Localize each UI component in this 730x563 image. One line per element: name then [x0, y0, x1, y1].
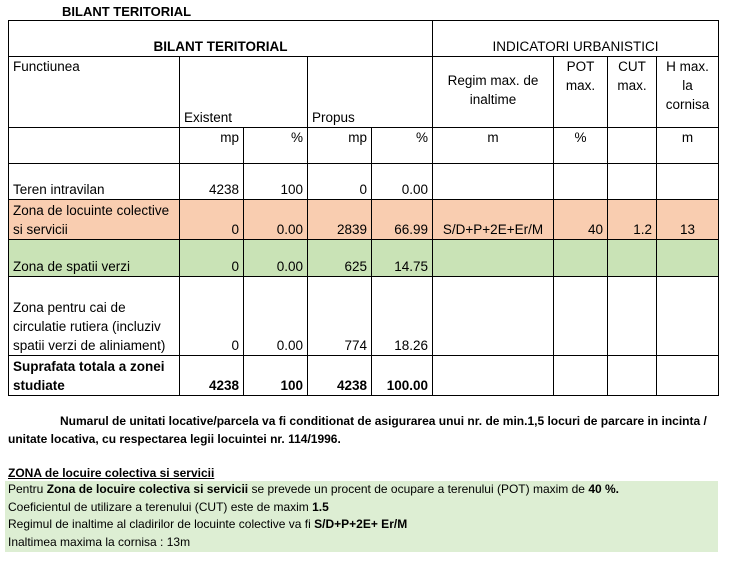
cut-value [608, 356, 657, 396]
unit-cell: % [554, 128, 608, 164]
group-header-indicatori: INDICATORI URBANISTICI [433, 21, 719, 57]
propus-pct: 100.00 [372, 356, 433, 396]
units-blank [9, 128, 180, 164]
header-existent: Existent [180, 57, 308, 128]
propus-mp: 4238 [308, 356, 372, 396]
existent-pct: 100 [244, 356, 308, 396]
unit-cell [608, 128, 657, 164]
hmax-value: 13 [657, 200, 719, 240]
regim-value [433, 164, 554, 200]
existent-pct: 0.00 [244, 240, 308, 277]
pot-value [554, 277, 608, 356]
propus-mp: 774 [308, 277, 372, 356]
cut-value: 1.2 [608, 200, 657, 240]
propus-pct: 18.26 [372, 277, 433, 356]
zona-line-regim [8, 516, 718, 534]
propus-mp: 0 [308, 164, 372, 200]
hmax-value [657, 356, 719, 396]
zona-line-pot [8, 481, 718, 499]
unit-cell: % [372, 128, 433, 164]
pot-value [554, 240, 608, 277]
existent-pct: 0.00 [244, 200, 308, 240]
bilant-table [8, 20, 719, 396]
cut-value [608, 240, 657, 277]
existent-pct: 0.00 [244, 277, 308, 356]
row-label: Zona de locuinte colective si servicii [9, 200, 180, 240]
group-header-bilant: BILANT TERITORIAL [9, 21, 433, 57]
pot-value [554, 164, 608, 200]
existent-mp: 4238 [180, 356, 244, 396]
existent-pct: 100 [244, 164, 308, 200]
zona-title: ZONA de locuire colectiva si servicii [8, 466, 215, 480]
pot-value [554, 356, 608, 396]
text: Regimul de inaltime al cladirilor de locuinte colective va fi [8, 517, 315, 531]
group-header-row [9, 21, 719, 57]
existent-mp: 0 [180, 200, 244, 240]
regim-value [433, 240, 554, 277]
column-header-row [9, 57, 719, 128]
zona-line-cut [8, 499, 718, 517]
propus-pct: 66.99 [372, 200, 433, 240]
parking-note: Numarul de unitati locative/parcela va fi conditionat de asigurarea unui nr. de min.1,5 locuri de parcare in incinta / unitate locativa, cu respectarea legii locuintei nr. 114/1996. [8, 414, 707, 446]
regim-value: S/D+P+2E+Er/M [433, 200, 554, 240]
unit-cell: m [657, 128, 719, 164]
hmax-value [657, 240, 719, 277]
regim-value [433, 277, 554, 356]
existent-mp: 0 [180, 277, 244, 356]
header-regim: Regim max. de inaltime [433, 57, 554, 128]
row-label: Zona de spatii verzi [9, 240, 180, 277]
row-label: Zona pentru cai de circulatie rutiera (incluziv spatii verzi de aliniament) [9, 277, 180, 356]
existent-mp: 0 [180, 240, 244, 277]
propus-pct: 14.75 [372, 240, 433, 277]
text-bold: 40 %. [588, 482, 619, 496]
table-row [9, 164, 719, 200]
cut-value [608, 164, 657, 200]
unit-cell: mp [308, 128, 372, 164]
unit-cell: m [433, 128, 554, 164]
unit-cell: mp [180, 128, 244, 164]
unit-cell: % [244, 128, 308, 164]
text: Pentru [8, 482, 47, 496]
text-bold: 1.5 [312, 499, 329, 514]
table-row [9, 240, 719, 277]
table-row [9, 200, 719, 240]
cut-value [608, 277, 657, 356]
header-cut: CUT max. [608, 57, 657, 128]
header-hmax: H max. la cornisa [657, 57, 719, 128]
zona-line-inaltime: Inaltimea maxima la cornisa : 13m [8, 534, 191, 549]
propus-mp: 625 [308, 240, 372, 277]
header-functiunea: Functiunea [9, 57, 180, 128]
units-row [9, 128, 719, 164]
existent-mp: 4238 [180, 164, 244, 200]
regim-value [433, 356, 554, 396]
propus-mp: 2839 [308, 200, 372, 240]
row-label: Teren intravilan [9, 164, 180, 200]
table-row [9, 277, 719, 356]
text-bold: Zona de locuire colectiva si servicii [46, 482, 249, 496]
text: Coeficientul de utilizare a terenului (CUT) este de maxim [8, 499, 313, 514]
text-bold: S/D+P+2E+ Er/M [314, 517, 408, 531]
table-row-total [9, 356, 719, 396]
row-label: Suprafata totala a zonei studiate [9, 356, 180, 396]
hmax-value [657, 164, 719, 200]
header-pot: POT max. [554, 57, 608, 128]
header-propus: Propus [308, 57, 433, 128]
hmax-value [657, 277, 719, 356]
text: se prevede un procent de ocupare a terenului (POT) maxim de [248, 482, 589, 496]
pot-value: 40 [554, 200, 608, 240]
document-title: BILANT TERITORIAL [62, 4, 192, 19]
propus-pct: 0.00 [372, 164, 433, 200]
zona-description [5, 481, 718, 552]
